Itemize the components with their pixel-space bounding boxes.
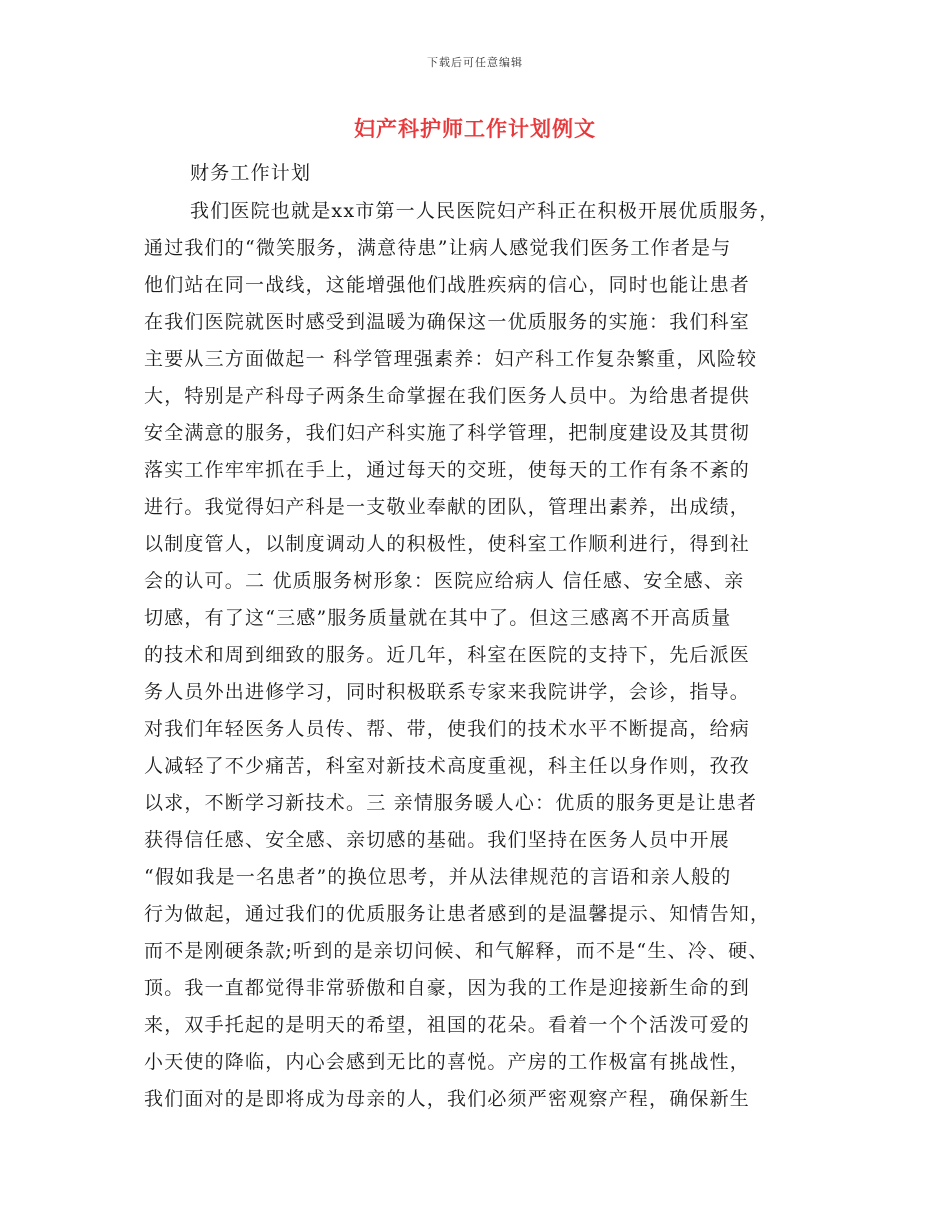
body-line: 获得信任感、安全感、亲切感的基础。我们坚持在医务人员中开展 — [144, 829, 730, 851]
body-line: “假如我是一名患者”的换位思考，并从法律规范的言语和亲人般的 — [144, 866, 732, 888]
section-heading: 财务工作计划 — [190, 162, 312, 184]
body-line: 顶。我一直都觉得非常骄傲和自豪，因为我的工作是迎接新生命的到 — [144, 977, 751, 999]
body-line: 以制度管人，以制度调动人的积极性，使科室工作顺利进行，得到社 — [144, 533, 751, 555]
body-line: 在我们医院就医时感受到温暖为确保这一优质服务的实施：我们科室 — [144, 311, 751, 333]
body-line: 安全满意的服务，我们妇产科实施了科学管理，把制度建设及其贯彻 — [144, 422, 751, 444]
body-line: 大，特别是产科母子两条生命掌握在我们医务人员中。为给患者提供 — [144, 385, 751, 407]
body-line: 行为做起，通过我们的优质服务让患者感到的是温馨提示、知情告知， — [144, 903, 771, 925]
page-header-note: 下载后可任意编辑 — [427, 56, 523, 69]
body-line: 我们面对的是即将成为母亲的人，我们必须严密观察产程，确保新生 — [144, 1088, 751, 1110]
body-line: 小天使的降临，内心会感到无比的喜悦。产房的工作极富有挑战性， — [144, 1051, 751, 1073]
body-line: 切感，有了这“三感”服务质量就在其中了。但这三感离不开高质量 — [144, 607, 732, 629]
body-line: 务人员外出进修学习，同时积极联系专家来我院讲学，会诊，指导。 — [144, 681, 751, 703]
body-line: 通过我们的“微笑服务，满意待患”让病人感觉我们医务工作者是与 — [144, 237, 732, 259]
body-line: 落实工作牢牢抓在手上，通过每天的交班，使每天的工作有条不紊的 — [144, 459, 751, 481]
body-line: 他们站在同一战线，这能增强他们战胜疾病的信心，同时也能让患者 — [144, 274, 751, 296]
body-line: 主要从三方面做起一 科学管理强素养：妇产科工作复杂繁重，风险较 — [144, 348, 758, 370]
body-line: 人减轻了不少痛苦，科室对新技术高度重视，科主任以身作则，孜孜 — [144, 755, 751, 777]
body-line: 对我们年轻医务人员传、帮、带，使我们的技术水平不断提高，给病 — [144, 718, 751, 740]
body-line: 来，双手托起的是明天的希望，祖国的花朵。看着一个个活泼可爱的 — [144, 1014, 751, 1036]
body-line: 我们医院也就是xx市第一人民医院妇产科正在积极开展优质服务， — [190, 200, 780, 222]
body-line: 而不是刚硬条款;听到的是亲切问候、和气解释，而不是“生、冷、硬、 — [144, 940, 769, 962]
document-title: 妇产科护师工作计划例文 — [354, 116, 596, 141]
body-line: 会的认可。二 优质服务树形象：医院应给病人 信任感、安全感、亲 — [144, 570, 745, 592]
body-line: 的技术和周到细致的服务。近几年，科室在医院的支持下，先后派医 — [144, 644, 751, 666]
body-line: 以求，不断学习新技术。三 亲情服务暖人心：优质的服务更是让患者 — [144, 792, 758, 814]
body-line: 进行。我觉得妇产科是一支敬业奉献的团队，管理出素养，出成绩， — [144, 496, 751, 518]
